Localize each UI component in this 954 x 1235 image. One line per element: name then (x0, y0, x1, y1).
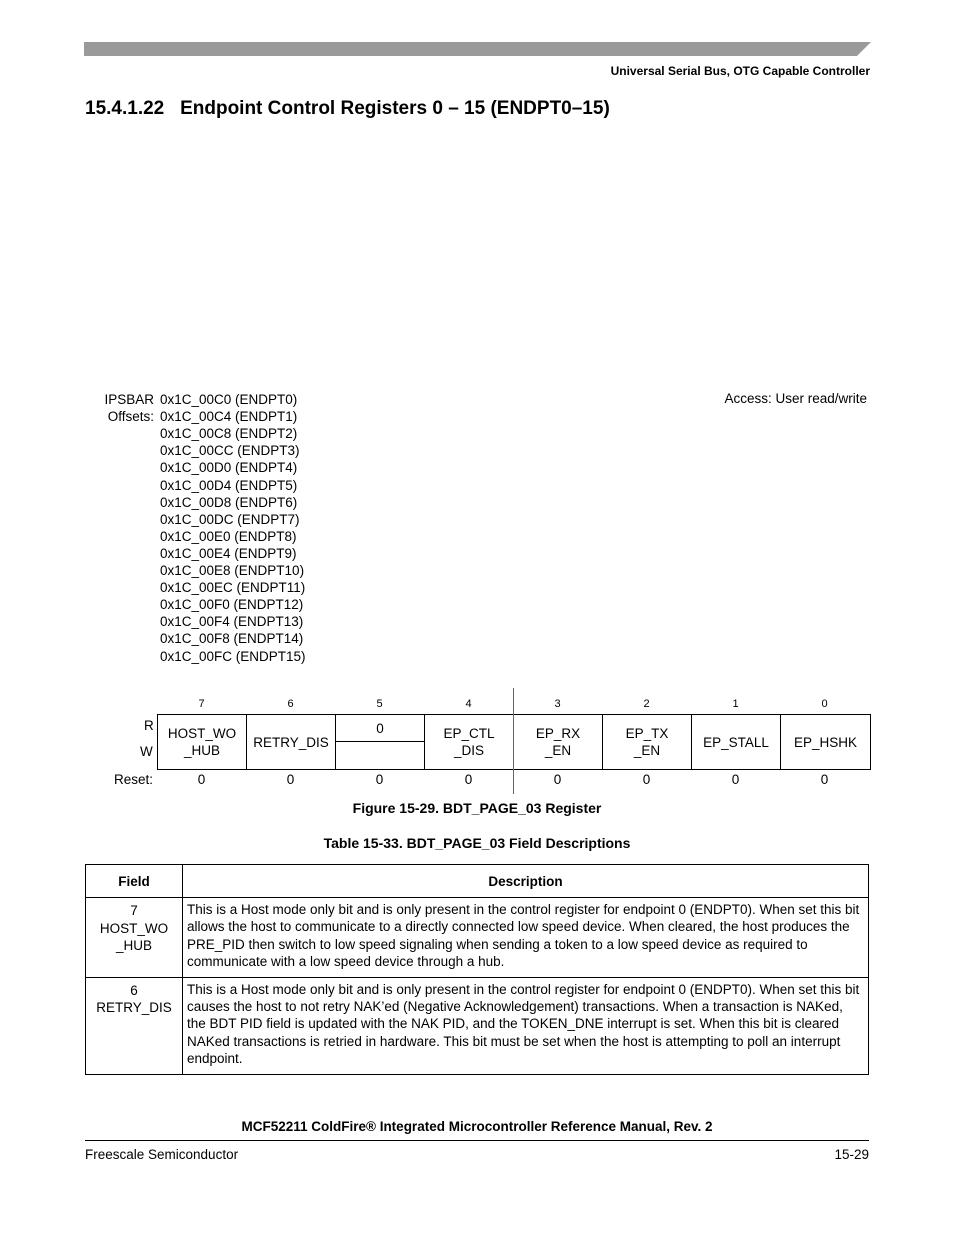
register-field (336, 715, 425, 769)
offset-entry: 0x1C_00E8 (ENDPT10) (160, 563, 305, 578)
offset-entry: 0x1C_00C8 (ENDPT2) (160, 426, 298, 442)
byte-divider (513, 688, 514, 794)
offset-entry: 0x1C_00F8 (ENDPT14) (160, 631, 304, 647)
bit-number: 4 (465, 698, 472, 710)
register-field-name: EP_STALL (703, 734, 769, 750)
register-field-name: EP_TX _EN (625, 726, 669, 758)
field-bit: 6 (130, 982, 138, 998)
reserved-bit-value: 0 (336, 715, 424, 742)
reset-label: Reset: (114, 772, 154, 787)
bit-number: 2 (643, 698, 650, 710)
footer-divider (85, 1140, 869, 1141)
register-diagram (108, 690, 872, 800)
field-description-table (85, 864, 869, 1075)
reset-value: 0 (464, 772, 473, 787)
reset-value: 0 (375, 772, 384, 787)
register-field (425, 715, 514, 769)
reset-value: 0 (553, 772, 562, 787)
company-name: Freescale Semiconductor (85, 1147, 239, 1162)
header-bar (84, 42, 871, 56)
register-fields (157, 714, 871, 770)
field-bit: 7 (130, 903, 138, 918)
offset-entry: 0x1C_00EC (ENDPT11) (160, 580, 306, 596)
access-label: Access: User read/write (724, 391, 867, 406)
offset-entry: 0x1C_00CC (ENDPT3) (160, 443, 300, 459)
offsets-label: Offsets: (107, 409, 154, 425)
description-column-header: Description (183, 865, 869, 898)
register-field-name: EP_HSHK (793, 734, 858, 750)
offset-entry: 0x1C_00D8 (ENDPT6) (160, 494, 298, 510)
offset-entry: 0x1C_00E4 (ENDPT9) (160, 545, 297, 561)
offset-entry: 0x1C_00D0 (ENDPT4) (160, 460, 298, 476)
register-field (158, 715, 247, 769)
table-row (86, 898, 869, 978)
section-heading: 15.4.1.22 Endpoint Control Registers 0 – 15 (ENDPT0–15) (85, 98, 610, 119)
reset-value: 0 (731, 772, 740, 787)
field-column-header: Field (86, 865, 183, 898)
register-field-name: RETRY_DIS (253, 734, 329, 750)
offset-entry: 0x1C_00F4 (ENDPT13) (160, 614, 304, 630)
register-field (692, 715, 781, 769)
manual-title: MCF52211 ColdFire® Integrated Microcontroller Reference Manual, Rev. 2 (241, 1119, 713, 1134)
description-cell: This is a Host mode only bit and is only present in the control register for endpoint 0 (ENDPT0). When set this bit causes the host to not retry NAK’ed (Negative Acknowledgement) transactions. When a transaction is NAKed, the BDT PID field is updated with the NAK PID, and the TOKEN_DNE interrupt is set. When this bit is cleared NAKed transactions is retried in hardware. This bit must be set when the host is attempting to poll an interrupt endpoint. (183, 977, 869, 1074)
register-offsets (88, 391, 348, 671)
field-name: RETRY_DIS (96, 1000, 172, 1016)
register-field-name: EP_CTL _DIS (443, 726, 495, 758)
reset-value: 0 (197, 772, 206, 787)
offset-entry: 0x1C_00F0 (ENDPT12) (160, 597, 304, 613)
register-field (603, 715, 692, 769)
page-number: 15-29 (834, 1147, 869, 1162)
offset-entry: 0x1C_00FC (ENDPT15) (160, 648, 306, 664)
register-field-name: EP_RX _EN (535, 726, 581, 758)
table-header-row (86, 865, 869, 898)
table-row (86, 977, 869, 1074)
write-label: W (140, 744, 153, 759)
offset-entry: 0x1C_00DC (ENDPT7) (160, 511, 300, 527)
bit-number: 3 (554, 698, 561, 710)
offset-entry: 0x1C_00D4 (ENDPT5) (160, 477, 298, 493)
offset-entry: 0x1C_00C4 (ENDPT1) (160, 409, 298, 425)
register-field-name: HOST_WO _HUB (167, 726, 237, 758)
table-caption: Table 15-33. BDT_PAGE_03 Field Descriptions (323, 835, 631, 851)
bit-number: 6 (287, 698, 294, 710)
reset-value: 0 (820, 772, 829, 787)
offset-entry: 0x1C_00C0 (ENDPT0) (160, 392, 298, 407)
offset-entry: 0x1C_00E0 (ENDPT8) (160, 528, 297, 544)
read-label: R (144, 718, 154, 733)
field-cell (86, 898, 183, 978)
offsets-label-ipsbar: IPSBAR (104, 392, 154, 407)
bit-number: 1 (732, 698, 739, 710)
field-name: HOST_WO _HUB (99, 920, 169, 953)
chapter-title: Universal Serial Bus, OTG Capable Controller (610, 64, 870, 78)
bit-number: 0 (821, 698, 828, 710)
reset-value: 0 (286, 772, 295, 787)
figure-caption: Figure 15-29. BDT_PAGE_03 Register (352, 800, 602, 816)
bit-number: 5 (376, 698, 383, 710)
register-field (781, 715, 870, 769)
description-cell: This is a Host mode only bit and is only present in the control register for endpoint 0 (ENDPT0). When set this bit allows the host to communicate to a directly connected low speed device. When cleared, the host produces the PRE_PID then switch to low speed signaling when sending a token to a low speed device as required to communicate with a low speed device through a hub. (183, 898, 869, 978)
register-field (247, 715, 336, 769)
field-cell (86, 977, 183, 1074)
bit-number: 7 (198, 698, 205, 710)
register-field (514, 715, 603, 769)
reset-value: 0 (642, 772, 651, 787)
